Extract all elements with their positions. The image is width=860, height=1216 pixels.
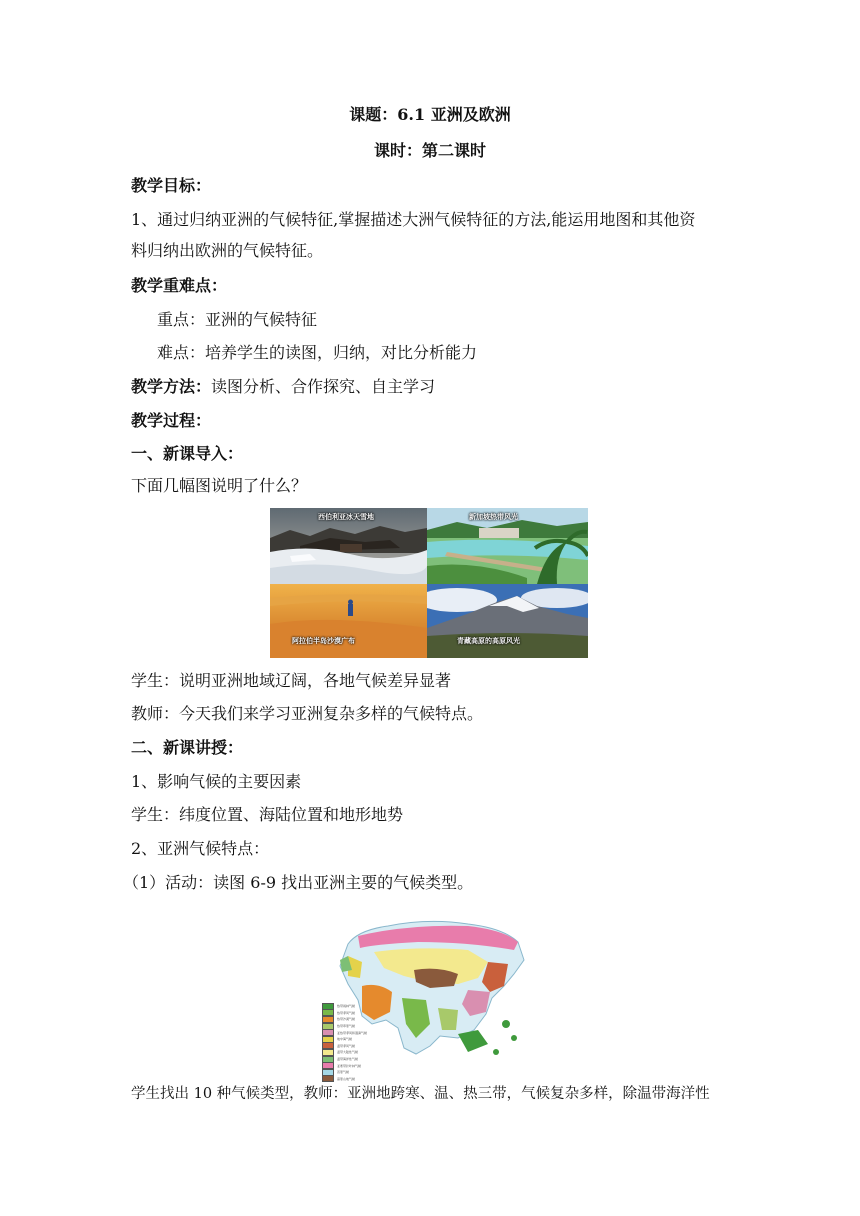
legend-label: 亚寒带针叶林气候 xyxy=(337,1063,362,1068)
map-legend xyxy=(322,1003,382,1082)
methods-line xyxy=(131,377,435,397)
intro-question: 下面几幅图说明了什么？ xyxy=(131,476,308,495)
page-subtitle: 课时：第二课时 xyxy=(373,141,486,160)
photo-caption-2: 新加坡热带风光 xyxy=(469,513,518,521)
photo-caption-1: 西伯利亚冰天雪地 xyxy=(318,513,374,521)
point-1: 1、影响气候的主要因素 xyxy=(131,772,302,791)
activity-1: （1）活动：读图 6-9 找出亚洲主要的气候类型。 xyxy=(123,873,474,892)
legend-label: 热带沙漠气候 xyxy=(337,1017,356,1022)
keypoint-difficulty: 难点：培养学生的读图，归纳，对比分析能力 xyxy=(157,343,478,362)
legend-label: 温带季风气候 xyxy=(337,1043,356,1048)
legend-label: 热带雨林气候 xyxy=(337,1004,356,1009)
photo-arabia-desert xyxy=(270,584,427,658)
climate-photo-collage xyxy=(270,508,588,658)
point-2: 2、亚洲气候特点： xyxy=(131,839,270,858)
process-heading: 教学过程： xyxy=(131,411,212,430)
objective-1-line-2: 料归纳出欧洲的气候特征。 xyxy=(131,241,324,260)
objective-1-line-1: 1、通过归纳亚洲的气候特征,掌握描述大洲气候特征的方法,能运用地图和其他资 xyxy=(131,210,696,229)
methods-text: 读图分析、合作探究、自主学习 xyxy=(211,377,436,396)
methods-label: 教学方法： xyxy=(131,377,212,396)
student-answer-1: 学生：说明亚洲地域辽阔，各地气候差异显著 xyxy=(131,671,452,690)
legend-label: 热带季风气候 xyxy=(337,1010,356,1015)
objectives-heading: 教学目标： xyxy=(131,176,212,195)
photo-caption-4: 青藏高原的高原风光 xyxy=(457,637,520,645)
legend-label: 温带海洋性气候 xyxy=(337,1057,359,1062)
keypoints-heading: 教学重难点： xyxy=(131,276,228,295)
page-title: 课题：6.1 亚洲及欧洲 xyxy=(349,105,511,124)
legend-label: 地中海气候 xyxy=(337,1037,353,1042)
legend-item xyxy=(322,1076,382,1083)
legend-label: 温带大陆性气候 xyxy=(337,1050,359,1055)
keypoint-focus: 重点：亚洲的气候特征 xyxy=(157,310,318,329)
photo-singapore-tropical xyxy=(427,508,588,584)
photo-caption-3: 阿拉伯半岛沙漠广布 xyxy=(292,637,355,645)
legend-label: 亚热带季风和湿润气候 xyxy=(337,1030,368,1035)
photo-siberia-snow xyxy=(270,508,427,584)
section-2-heading: 二、新课讲授： xyxy=(131,738,244,757)
legend-swatch xyxy=(322,1075,334,1082)
student-answer-2: 学生：纬度位置、海陆位置和地形地势 xyxy=(131,805,404,824)
legend-label: 苔原气候 xyxy=(337,1070,350,1075)
teacher-line-1: 教师：今天我们来学习亚洲复杂多样的气候特点。 xyxy=(131,704,484,723)
closing-line: 学生找出 10 种气候类型，教师：亚洲地跨寒、温、热三带，气候复杂多样，除温带海洋性 xyxy=(131,1086,710,1102)
legend-label: 热带草原气候 xyxy=(337,1024,356,1029)
photo-tibet-plateau xyxy=(427,584,588,658)
legend-label: 高原山地气候 xyxy=(337,1076,356,1081)
section-1-heading: 一、新课导入： xyxy=(131,444,244,463)
